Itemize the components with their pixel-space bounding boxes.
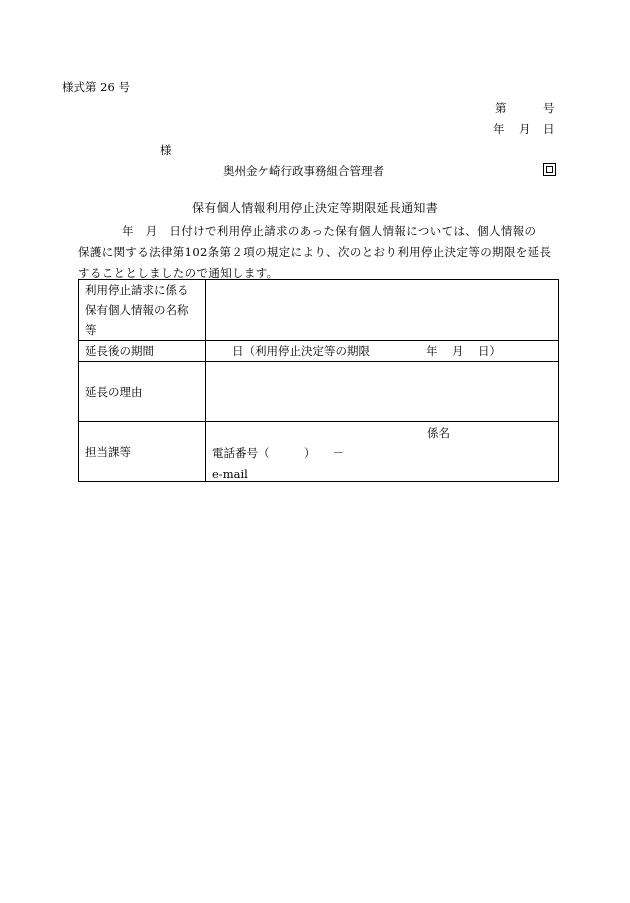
- table-row-extended-period: [79, 341, 559, 362]
- staff-name-label: 係名: [427, 426, 450, 440]
- info-name-label: 利用停止請求に係る 保有個人情報の名称 等: [79, 280, 206, 341]
- form-number: 様式第 26 号: [62, 80, 130, 94]
- table-row-department: [79, 422, 559, 482]
- period-day-text: 日（利用停止決定等の期限: [232, 343, 370, 358]
- document-title: 保有個人情報利用停止決定等期限延長通知書: [192, 201, 439, 215]
- info-name-value-cell[interactable]: [206, 280, 559, 341]
- phone-number-label: 電話番号（ ） －: [212, 446, 345, 460]
- notice-body: [78, 221, 568, 284]
- reason-value-cell[interactable]: [206, 362, 559, 422]
- period-year-text: 年: [426, 343, 438, 358]
- date-day-label: 日: [543, 122, 555, 136]
- body-line-2: 保護に関する法律第102条第２項の規定により、次のとおり利用停止決定等の期限を延長: [78, 245, 552, 259]
- period-month-text: 月: [452, 343, 464, 358]
- table-row-reason: [79, 362, 559, 422]
- email-label: e-mail: [212, 467, 248, 481]
- document-number-label: 第: [495, 101, 507, 115]
- date-month-label: 月: [519, 122, 531, 136]
- extended-period-value-cell[interactable]: [206, 341, 559, 362]
- issuer-name: 奥州金ケ崎行政事務組合管理者: [223, 164, 384, 178]
- table-row-info-name: [79, 280, 559, 341]
- department-value-cell[interactable]: [206, 422, 559, 482]
- period-close-text: 日）: [478, 343, 501, 358]
- seal-stamp-icon: [543, 163, 556, 176]
- department-label: 担当課等: [79, 422, 206, 482]
- addressee-suffix: 様: [160, 143, 172, 157]
- document-number-suffix: 号: [543, 101, 555, 115]
- body-line-1: 年 月 日付けで利用停止請求のあった保有個人情報については、個人情報の: [122, 224, 537, 238]
- details-table: [78, 279, 559, 482]
- reason-label: 延長の理由: [79, 362, 206, 422]
- extended-period-label: 延長後の期間: [79, 341, 206, 362]
- date-year-label: 年: [493, 122, 505, 136]
- body-line-3: することとしましたので通知します。: [78, 266, 279, 280]
